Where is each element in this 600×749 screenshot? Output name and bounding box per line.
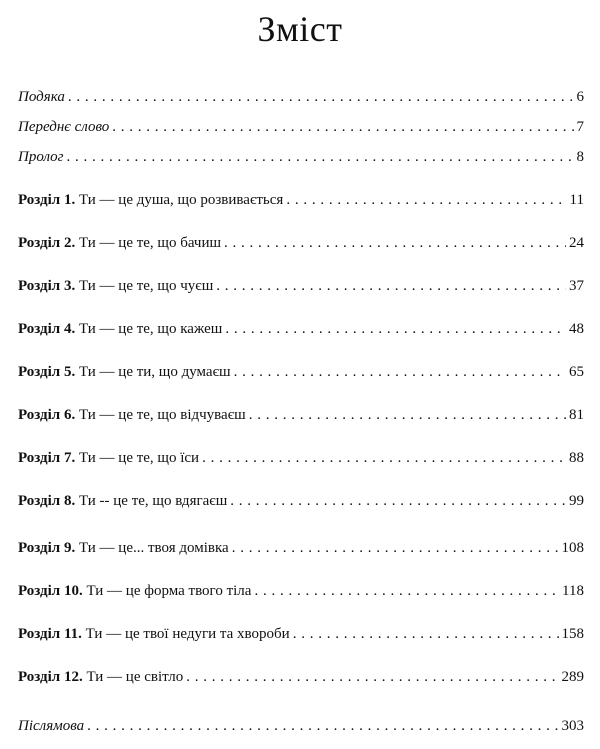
entry-title: Ти — це те, що бачиш xyxy=(78,235,222,251)
page-number: 6 xyxy=(576,89,584,105)
toc-entry-chapter-7 xyxy=(18,449,584,467)
entry-title: Ти — це твої недуги та хвороби xyxy=(85,626,290,642)
page-number: 37 xyxy=(569,278,584,294)
toc-entry-chapter-6 xyxy=(18,406,584,424)
page-number: 108 xyxy=(561,540,584,556)
entry-title: Ти — це те, що чуєш xyxy=(78,278,214,294)
toc-entry-chapter-11 xyxy=(18,625,584,643)
toc-entry-chapter-9 xyxy=(18,539,584,557)
toc-entry-prologue xyxy=(18,148,584,166)
entry-title: Пролог xyxy=(18,149,64,165)
toc-entry-chapter-5 xyxy=(18,363,584,381)
dot-leader xyxy=(234,363,566,381)
dot-leader xyxy=(230,492,566,510)
page-number: 7 xyxy=(576,119,584,135)
dot-leader xyxy=(249,406,566,424)
entry-title: Ти — це ти, що думаєш xyxy=(78,364,231,380)
dot-leader xyxy=(216,277,566,295)
dot-leader xyxy=(186,668,558,686)
entry-title: Післямова xyxy=(18,718,85,734)
entry-title: Ти — це те, що їси xyxy=(78,450,200,466)
toc-entry-chapter-10 xyxy=(18,582,584,600)
entry-title: Переднє слово xyxy=(18,119,110,135)
page-number: 24 xyxy=(569,235,584,251)
entry-title: Ти -- це те, що вдягаєш xyxy=(78,493,228,509)
chapter-label: Розділ 4. xyxy=(18,321,76,337)
page-number: 81 xyxy=(569,407,584,423)
entry-title: Ти — це душа, що розвивається xyxy=(78,192,284,208)
chapter-label: Розділ 8. xyxy=(18,493,76,509)
chapter-label: Розділ 9. xyxy=(18,540,76,556)
dot-leader xyxy=(224,234,566,252)
dot-leader xyxy=(202,449,566,467)
toc-entry-chapter-4 xyxy=(18,320,584,338)
page-number: 65 xyxy=(569,364,584,380)
page-number: 11 xyxy=(569,192,584,208)
toc-entry-afterword xyxy=(18,717,584,735)
dot-leader xyxy=(87,717,558,735)
toc-entry-acknowledgements xyxy=(18,88,584,106)
toc-entry-chapter-2 xyxy=(18,234,584,252)
entry-title: Подяка xyxy=(18,89,65,105)
chapter-label: Розділ 6. xyxy=(18,407,76,423)
chapter-label: Розділ 12. xyxy=(18,669,83,685)
dot-leader xyxy=(286,191,566,209)
page-number: 48 xyxy=(569,321,584,337)
chapter-label: Розділ 3. xyxy=(18,278,76,294)
page-number: 289 xyxy=(561,669,584,685)
page-number: 303 xyxy=(561,718,584,734)
entry-title: Ти — це те, що відчуваєш xyxy=(78,407,246,423)
toc-entry-chapter-1 xyxy=(18,191,584,209)
chapter-label: Розділ 7. xyxy=(18,450,76,466)
dot-leader xyxy=(67,148,574,166)
page-number: 88 xyxy=(569,450,584,466)
chapter-label: Розділ 5. xyxy=(18,364,76,380)
dot-leader xyxy=(232,539,559,557)
page-number: 118 xyxy=(562,583,584,599)
dot-leader xyxy=(254,582,559,600)
dot-leader xyxy=(225,320,566,338)
entry-title: Ти — це... твоя домівка xyxy=(78,540,229,556)
dot-leader xyxy=(112,118,573,136)
entry-title: Ти — це те, що кажеш xyxy=(78,321,223,337)
chapter-label: Розділ 1. xyxy=(18,192,76,208)
chapter-label: Розділ 11. xyxy=(18,626,82,642)
dot-leader xyxy=(68,88,574,106)
dot-leader xyxy=(293,625,559,643)
toc-entry-foreword xyxy=(18,118,584,136)
toc-entry-chapter-12 xyxy=(18,668,584,686)
toc-entry-chapter-3 xyxy=(18,277,584,295)
page-number: 158 xyxy=(561,626,584,642)
entry-title: Ти — це форма твого тіла xyxy=(86,583,252,599)
chapter-label: Розділ 10. xyxy=(18,583,83,599)
entry-title: Ти — це світло xyxy=(86,669,184,685)
chapter-label: Розділ 2. xyxy=(18,235,76,251)
page-title: Зміст xyxy=(257,9,343,49)
page-number: 99 xyxy=(569,493,584,509)
page-number: 8 xyxy=(576,149,584,165)
toc-entry-chapter-8 xyxy=(18,492,584,510)
